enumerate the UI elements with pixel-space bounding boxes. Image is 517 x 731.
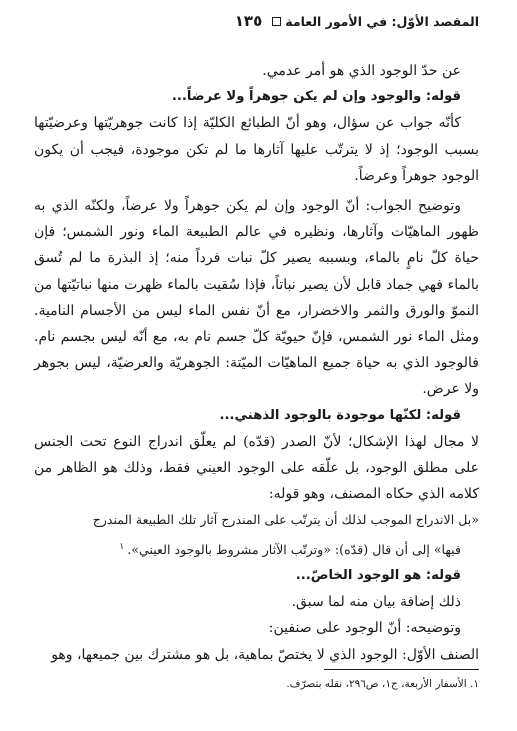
- paragraph: عن حدّ الوجود الذي هو أمر عدمي.: [262, 63, 461, 79]
- square-ornament-icon: [272, 17, 281, 26]
- paragraph: الصنف الأوّل: الوجود الذي لا يختصّ بماهية، بل هو مشترك بين جميعها، وهو: [51, 646, 479, 663]
- footnote-separator: [324, 669, 479, 670]
- paragraph: لا مجال لهذا الإشكال؛ لأنّ الصدر (قدّه) لم يعلّق اندراج النوع تحت الجنس على مطلق الوجود، بل علّقه على الوجود العيني فقط، وذلك هو الظاهر من كلامه الذي حكاه المصنف، وهو قوله:: [34, 433, 479, 503]
- paragraph: وتوضيحه: أنّ الوجود على صنفين:: [268, 620, 461, 637]
- footnote: ١. الأسفار الأربعة، ج١، ص٢٩٦، نقله بتصرّف.: [286, 678, 479, 690]
- quotation-text: فيها» إلى أن قال (قدّه): «وترتّب الآثار مشروط بالوجود العيني».: [127, 541, 461, 557]
- page-number: ١٣٥: [234, 12, 263, 30]
- lemma-heading: قوله: والوجود وإن لم يكن جوهراً ولا عرضاً...: [171, 89, 461, 105]
- main-text: [34, 58, 479, 668]
- footnote-marker: ١: [119, 541, 125, 552]
- quotation-line: «بل الاندراج الموجب لذلك أن يترتّب على المندرج آثار تلك الطبيعة المندرج: [92, 512, 479, 528]
- running-header: [34, 12, 479, 38]
- paragraph: وتوضيح الجواب: أنّ الوجود وإن لم يكن جوهراً ولا عرضاً، ولكنّه الذي به ظهور الماهيّات وآثارها، ونظيره في عالم الطبيعة الماء ونور الشمس؛ فإن حياة كلّ نامٍ بالماء، وبسببه يصير كلّ نبات فرداً منه؛ إذ البذرة ما لم تُسق بالماء فهي جماد قابل لأن يصير نباتاً، فإذا سُقيت بالماء ظهرت منها نباتيّتها من النموّ والورق والثمر والاخضرار، مع أنّ نفس الماء ليس من الأجسام النامية. ومثل الماء نور الشمس، فإنّ حيويّة كلّ جسم نام به، مع أنّه ليس بجسم نام. فالوجود الذي به حياة جميع الماهيّات الميّتة: الجوهريّة والعرضيّة، ليس بجوهر ولا عرض.: [34, 198, 479, 398]
- lemma-heading: قوله: لكنّها موجودة بالوجود الذهني...: [219, 407, 461, 423]
- quotation-line: [34, 534, 479, 563]
- lemma-heading: قوله: هو الوجود الخاصّ...: [295, 568, 461, 584]
- paragraph: ذلك إضافة بيان منه لما سبق.: [291, 594, 461, 611]
- paragraph: كأنّه جواب عن سؤال، وهو أنّ الطبائع الكليّة إذا كانت جوهريّتها وعرضيّتها بسبب الوجود؛ إذ لا يترتّب عليها آثارها ما لم تكن موجودة، فيجب أن يكون الوجود جوهراً وعرضاً.: [34, 115, 479, 184]
- running-title: المقصد الأوّل: في الأمور العامة: [285, 14, 479, 29]
